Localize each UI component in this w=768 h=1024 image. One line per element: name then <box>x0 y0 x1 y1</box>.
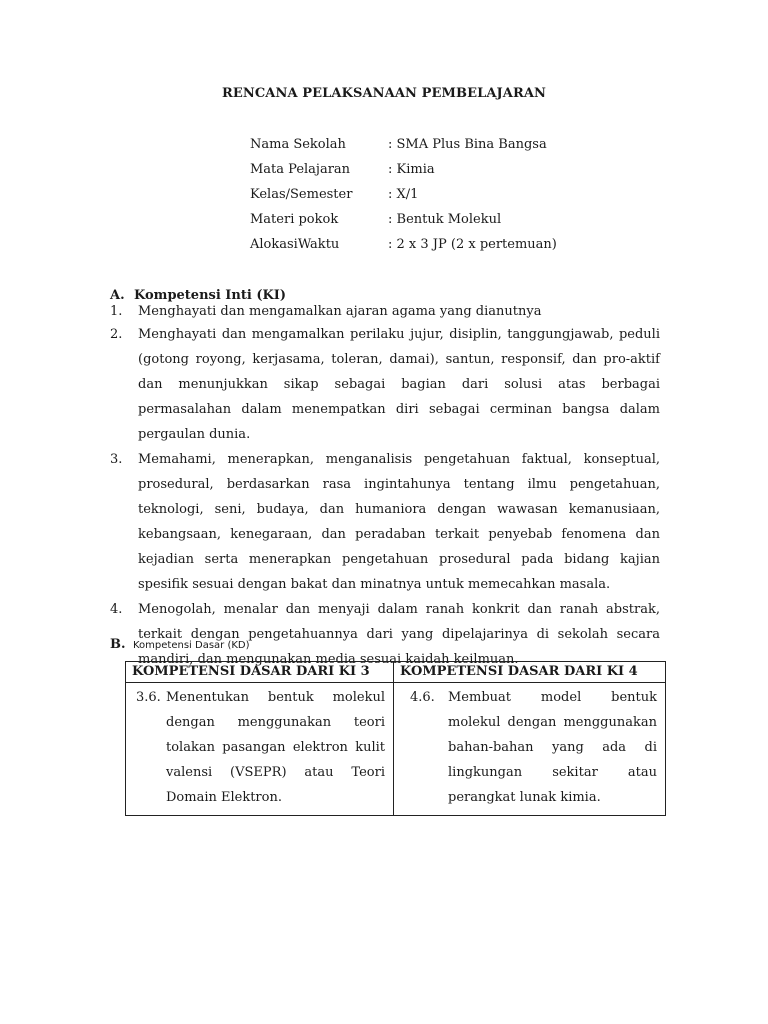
list-item-number: 3. <box>110 452 123 467</box>
identity-value: : X/1 <box>388 187 419 202</box>
identity-value: : 2 x 3 JP (2 x pertemuan) <box>388 237 557 252</box>
list-item <box>110 322 660 447</box>
ki-list <box>110 304 660 672</box>
identity-row-school <box>250 137 557 162</box>
list-item-text: Menghayati dan mengamalkan ajaran agama yang dianutnya <box>138 304 542 319</box>
section-b-title: Kompetensi Dasar (KD) <box>133 640 250 651</box>
section-a-heading <box>110 288 286 303</box>
list-item-text: Menghayati dan mengamalkan perilaku jujur, disiplin, tanggungjawab, peduli (gotong royong, kerjasama, toleran, damai), santun, responsif, dan pro-aktif dan menunjukkan sikap sebagai bagian dari solusi atas berbagai permasalahan dalam menempatkan diri sebagai cerminan bangsa dalam pergaulan dunia. <box>138 327 660 442</box>
list-item-text: Memahami, menerapkan, menganalisis pengetahuan faktual, konseptual, prosedural, berdasarkan rasa ingintahunya tentang ilmu pengetahuan, teknologi, seni, budaya, dan humaniora dengan wawasan kemanusiaan, kebangsaan, kenegaraan, dan peradaban terkait penyebab fenomena dan kejadian serta menerapkan pengetahuan prosedural pada bidang kajian spesifik sesuai dengan bakat dan minatnya untuk memecahkan masala. <box>138 452 660 592</box>
table-cell-ki3 <box>126 683 394 816</box>
table-header-ki3: KOMPETENSI DASAR DARI KI 3 <box>126 662 394 683</box>
document-title: RENCANA PELAKSANAAN PEMBELAJARAN <box>221 86 547 101</box>
section-a-letter: A. <box>110 288 125 303</box>
kd-table <box>125 661 666 816</box>
table-header-ki4: KOMPETENSI DASAR DARI KI 4 <box>394 662 666 683</box>
identity-row-subject <box>250 162 557 187</box>
table-header-row <box>126 662 666 683</box>
list-item-number: 1. <box>110 304 123 319</box>
identity-block <box>250 137 557 262</box>
identity-label: AlokasiWaktu <box>250 237 340 252</box>
kd-number: 4.6. <box>410 690 435 705</box>
identity-row-time <box>250 237 557 262</box>
section-a-title: Kompetensi Inti (KI) <box>134 288 286 303</box>
table-row <box>126 683 666 816</box>
list-item-number: 2. <box>110 327 123 342</box>
identity-value: : SMA Plus Bina Bangsa <box>388 137 547 152</box>
kd-text: Menentukan bentuk molekul dengan menggunakan teori tolakan pasangan elektron kulit valensi (VSEPR) atau Teori Domain Elektron. <box>166 690 385 805</box>
kd-number: 3.6. <box>136 690 161 705</box>
section-b-letter: B. <box>110 637 126 652</box>
list-item <box>110 447 660 597</box>
section-b-heading <box>110 637 250 652</box>
list-item-text: Menogolah, menalar dan menyaji dalam ranah konkrit dan ranah abstrak, terkait dengan pengetahuannya dari yang dipelajarinya di sekolah secara mandiri, dan mengunakan media sesuai kaidah keilmuan. <box>138 602 660 667</box>
table-cell-ki4 <box>394 683 666 816</box>
identity-label: Mata Pelajaran <box>250 162 351 177</box>
list-item <box>110 304 660 320</box>
list-item-number: 4. <box>110 602 123 617</box>
identity-label: Nama Sekolah <box>250 137 346 152</box>
identity-label: Materi pokok <box>250 212 339 227</box>
identity-value: : Kimia <box>388 162 435 177</box>
identity-value: : Bentuk Molekul <box>388 212 502 227</box>
identity-label: Kelas/Semester <box>250 187 353 202</box>
kd-text: Membuat model bentuk molekul dengan menggunakan bahan-bahan yang ada di lingkungan sekitar atau perangkat lunak kimia. <box>448 690 657 805</box>
identity-row-class <box>250 187 557 212</box>
identity-row-topic <box>250 212 557 237</box>
